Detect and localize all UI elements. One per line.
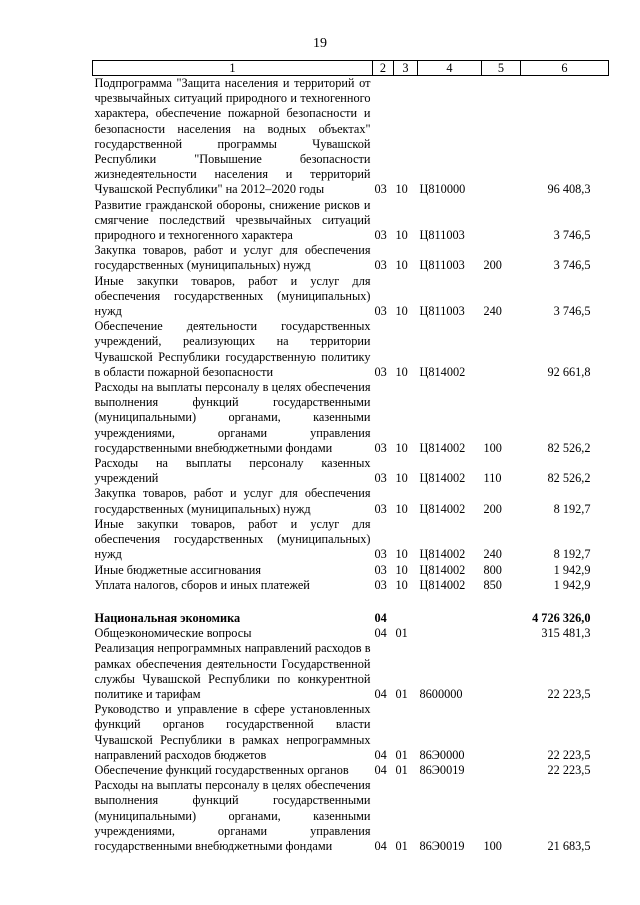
header-col-5: 5	[482, 61, 521, 76]
row-amount: 8 192,7	[553, 501, 591, 516]
table-row	[93, 763, 609, 778]
row-expense-type	[482, 763, 521, 778]
row-expense-type: 240	[483, 304, 502, 319]
row-subsection-code	[394, 611, 418, 626]
row-name: Уплата налогов, сборов и иных платежей	[94, 577, 310, 592]
row-subsection-code: 10	[395, 547, 408, 562]
row-target-article: Ц814002	[419, 471, 466, 486]
row-subsection-code: 10	[395, 501, 408, 516]
table-row	[93, 274, 609, 320]
row-expense-type: 200	[483, 258, 502, 273]
row-amount: 1 942,9	[553, 577, 591, 592]
row-section-code: 04	[374, 747, 387, 762]
row-target-article: Ц810000	[419, 182, 466, 197]
table-row	[93, 517, 609, 563]
table-row	[93, 486, 609, 516]
row-amount: 8 192,7	[553, 547, 591, 562]
row-amount: 315 481,3	[541, 626, 591, 641]
row-section-code: 03	[374, 182, 387, 197]
row-expense-type: 110	[483, 471, 502, 486]
table-row	[93, 578, 609, 593]
table-row	[93, 380, 609, 456]
row-name: Реализация непрограммных направлений расходов в рамках обеспечения деятельности Государственной службы Чувашской Республики по конкурентной политике и тарифам	[94, 641, 371, 701]
table-row	[93, 198, 609, 244]
row-target-article: Ц814002	[419, 577, 466, 592]
row-target-article: Ц814002	[419, 501, 466, 516]
row-name: Развитие гражданской обороны, снижение рисков и смягчение последствий чрезвычайных ситуаций природного и техногенного характера	[94, 197, 371, 243]
row-amount: 96 408,3	[547, 182, 591, 197]
row-target-article: 8600000	[419, 686, 463, 701]
table-row	[93, 626, 609, 641]
row-subsection-code: 10	[395, 364, 408, 379]
row-name: Национальная экономика	[94, 610, 241, 625]
header-col-2: 2	[373, 61, 394, 76]
row-target-article: 86Э0019	[419, 762, 465, 777]
row-expense-type: 800	[483, 562, 502, 577]
row-section-code: 03	[374, 471, 387, 486]
row-target-article	[418, 626, 482, 641]
row-target-article: Ц814002	[419, 364, 466, 379]
table-row	[93, 319, 609, 380]
row-section-code: 03	[374, 258, 387, 273]
table-row	[93, 611, 609, 626]
row-amount: 22 223,5	[547, 762, 591, 777]
row-section-code: 03	[374, 547, 387, 562]
table-row	[93, 563, 609, 578]
row-name: Обеспечение деятельности государственных учреждений, реализующих на территории Чувашской Республики государственную политику в области пожарной безопасности	[94, 319, 371, 379]
row-subsection-code: 01	[395, 747, 408, 762]
row-section-code: 04	[374, 762, 387, 777]
row-amount: 3 746,5	[553, 258, 591, 273]
row-subsection-code: 10	[395, 577, 408, 592]
row-name: Иные закупки товаров, работ и услуг для обеспечения государственных (муниципальных) нужд	[94, 273, 371, 319]
row-subsection-code: 10	[395, 471, 408, 486]
row-expense-type: 240	[483, 547, 502, 562]
row-section-code: 03	[374, 562, 387, 577]
row-section-code: 03	[374, 228, 387, 243]
row-section-code: 04	[374, 610, 387, 625]
row-target-article: Ц811003	[419, 228, 465, 243]
row-expense-type: 100	[483, 440, 502, 455]
row-name: Общеэкономические вопросы	[94, 626, 252, 641]
row-section-code: 04	[374, 686, 387, 701]
row-subsection-code: 10	[395, 440, 408, 455]
row-target-article: Ц811003	[419, 304, 465, 319]
row-amount: 4 726 326,0	[532, 610, 591, 625]
row-target-article: 86Э0019	[419, 838, 465, 853]
row-amount: 82 526,2	[547, 440, 591, 455]
row-amount: 22 223,5	[547, 747, 591, 762]
table-row	[93, 641, 609, 702]
table-row	[93, 778, 609, 854]
row-name: Обеспечение функций государственных органов	[94, 762, 349, 777]
row-name: Подпрограмма "Защита населения и территорий от чрезвычайных ситуаций природного и техногенного характера, обеспечение пожарной безопасности и безопасности населения на водных объектах" государственной программы Чувашской Республики "Повышение безопасности жизнедеятельности населения и территорий Чувашской Республики" на 2012–2020 годы	[94, 76, 371, 197]
row-subsection-code: 10	[395, 304, 408, 319]
row-amount: 1 942,9	[553, 562, 591, 577]
row-name: Руководство и управление в сфере установленных функций органов государственной власти Чувашской Республики в рамках непрограммных направлений расходов бюджетов	[94, 702, 371, 762]
row-target-article	[418, 611, 482, 626]
table-body	[93, 76, 609, 855]
row-section-code: 03	[374, 440, 387, 455]
table-row	[93, 456, 609, 486]
row-section-code: 03	[374, 304, 387, 319]
row-subsection-code: 10	[395, 258, 408, 273]
row-target-article: Ц811003	[419, 258, 465, 273]
row-expense-type	[482, 641, 521, 702]
row-expense-type	[482, 76, 521, 198]
row-expense-type	[482, 198, 521, 244]
row-expense-type: 850	[483, 577, 502, 592]
row-name: Иные бюджетные ассигнования	[94, 562, 262, 577]
row-subsection-code: 10	[395, 562, 408, 577]
table-row	[93, 243, 609, 273]
table-row	[93, 76, 609, 198]
row-expense-type	[482, 611, 521, 626]
row-amount: 92 661,8	[547, 364, 591, 379]
row-name: Иные закупки товаров, работ и услуг для обеспечения государственных (муниципальных) нужд	[94, 516, 371, 562]
row-section-code: 04	[374, 626, 387, 641]
header-col-1: 1	[93, 61, 373, 76]
row-subsection-code: 01	[395, 838, 408, 853]
row-subsection-code: 01	[395, 626, 408, 641]
row-section-code: 03	[374, 501, 387, 516]
row-target-article: Ц814002	[419, 440, 466, 455]
row-amount: 3 746,5	[553, 228, 591, 243]
row-section-code: 04	[374, 838, 387, 853]
row-expense-type: 200	[483, 501, 502, 516]
row-amount: 22 223,5	[547, 686, 591, 701]
row-subsection-code: 10	[395, 182, 408, 197]
row-name: Расходы на выплаты персоналу в целях обеспечения выполнения функций государственными (муниципальными) органами, казенными учреждениями, органами управления государственными внебюджетными фондами	[94, 380, 371, 455]
row-amount: 21 683,5	[547, 838, 591, 853]
header-col-6: 6	[521, 61, 609, 76]
spacer-row	[93, 593, 609, 611]
row-name: Расходы на выплаты персоналу в целях обеспечения выполнения функций государственными (муниципальными) органами, казенными учреждениями, органами управления государственными внебюджетными фондами	[94, 778, 371, 853]
row-name: Расходы на выплаты персоналу казенных учреждений	[94, 456, 371, 486]
row-expense-type	[482, 319, 521, 380]
header-col-4: 4	[418, 61, 482, 76]
row-subsection-code: 01	[395, 762, 408, 777]
row-section-code: 03	[374, 364, 387, 379]
row-expense-type	[482, 626, 521, 641]
row-target-article: Ц814002	[419, 562, 466, 577]
row-target-article: Ц814002	[419, 547, 466, 562]
row-amount: 3 746,5	[553, 304, 591, 319]
row-subsection-code: 01	[395, 686, 408, 701]
row-expense-type: 100	[483, 838, 502, 853]
header-col-3: 3	[394, 61, 418, 76]
row-amount: 82 526,2	[547, 471, 591, 486]
row-name: Закупка товаров, работ и услуг для обеспечения государственных (муниципальных) нужд	[94, 486, 371, 516]
row-expense-type	[482, 702, 521, 763]
row-target-article: 86Э0000	[419, 747, 465, 762]
row-subsection-code: 10	[395, 228, 408, 243]
row-section-code: 03	[374, 577, 387, 592]
table-row	[93, 702, 609, 763]
page-number: 19	[313, 36, 327, 51]
table-header	[93, 61, 609, 76]
row-name: Закупка товаров, работ и услуг для обеспечения государственных (муниципальных) нужд	[94, 243, 371, 273]
budget-table	[92, 60, 609, 854]
spacer-cell	[93, 593, 609, 611]
